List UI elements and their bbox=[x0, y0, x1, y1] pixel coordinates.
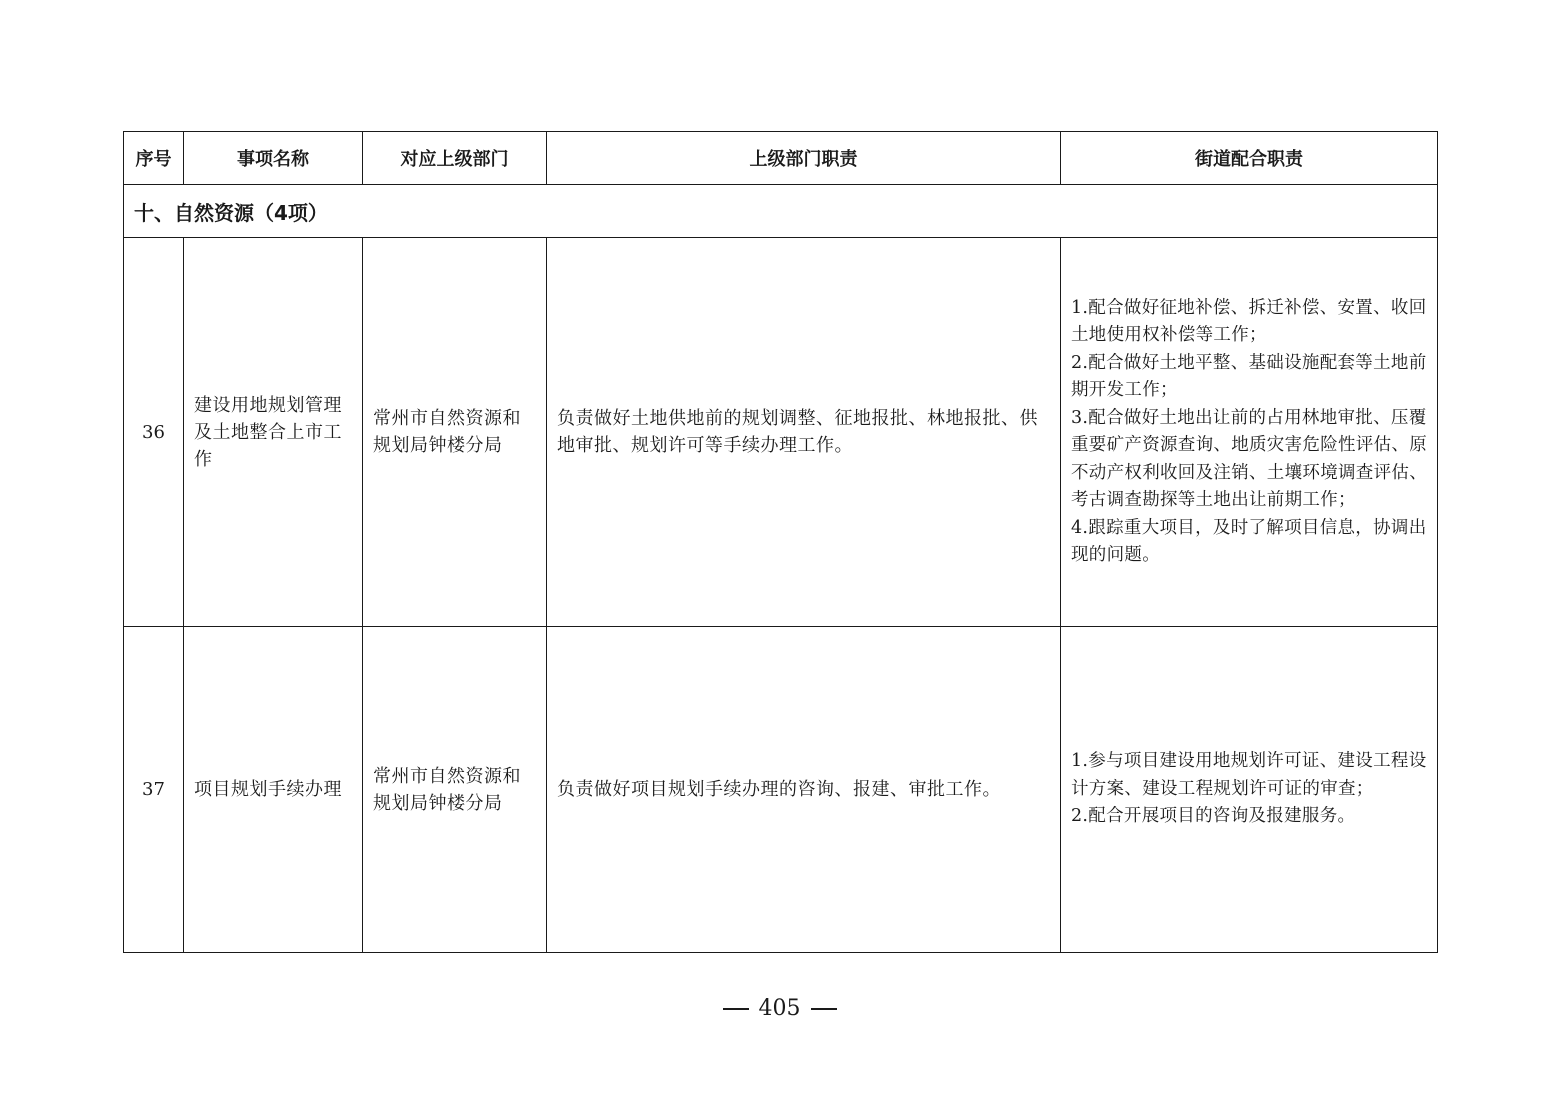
superior-duty: 负责做好土地供地前的规划调整、征地报批、林地报批、供地审批、规划许可等手续办理工作。 bbox=[547, 238, 1061, 627]
coop-duty-item: 1.参与项目建设用地规划许可证、建设工程设计方案、建设工程规划许可证的审查； bbox=[1071, 751, 1427, 799]
superior-duty: 负责做好项目规划手续办理的咨询、报建、审批工作。 bbox=[547, 627, 1061, 953]
coop-duty-item: 2.配合开展项目的咨询及报建服务。 bbox=[1071, 806, 1356, 827]
footer-dash-right bbox=[811, 1008, 837, 1010]
section-title: 十、自然资源（4项） bbox=[124, 185, 1438, 238]
coop-duty-item: 2.配合做好土地平整、基础设施配套等土地前期开发工作； bbox=[1071, 352, 1427, 400]
header-item-name: 事项名称 bbox=[184, 132, 363, 185]
table-header-row bbox=[124, 132, 1438, 185]
header-superior-duty: 上级部门职责 bbox=[547, 132, 1061, 185]
header-no: 序号 bbox=[124, 132, 184, 185]
coop-duty-item: 4.跟踪重大项目，及时了解项目信息，协调出现的问题。 bbox=[1071, 517, 1427, 565]
street-coop-duty bbox=[1061, 627, 1438, 953]
row-number: 37 bbox=[124, 627, 184, 953]
page-number: 405 bbox=[758, 996, 801, 1021]
responsibility-table bbox=[123, 131, 1438, 953]
superior-dept: 常州市自然资源和规划局钟楼分局 bbox=[363, 627, 547, 953]
coop-duty-item: 1.配合做好征地补偿、拆迁补偿、安置、收回土地使用权补偿等工作； bbox=[1071, 297, 1427, 345]
table-row bbox=[124, 627, 1438, 953]
street-coop-duty bbox=[1061, 238, 1438, 627]
coop-duty-item: 3.配合做好土地出让前的占用林地审批、压覆重要矿产资源查询、地质灾害危险性评估、原不动产权利收回及注销、土壤环境调查评估、考古调查勘探等土地出让前期工作； bbox=[1071, 407, 1427, 510]
header-superior-dept: 对应上级部门 bbox=[363, 132, 547, 185]
item-name: 项目规划手续办理 bbox=[184, 627, 363, 953]
item-name: 建设用地规划管理及土地整合上市工作 bbox=[184, 238, 363, 627]
row-number: 36 bbox=[124, 238, 184, 627]
section-row bbox=[124, 185, 1438, 238]
footer-dash-left bbox=[723, 1008, 749, 1010]
superior-dept: 常州市自然资源和规划局钟楼分局 bbox=[363, 238, 547, 627]
table-row bbox=[124, 238, 1438, 627]
header-street-coop-duty: 街道配合职责 bbox=[1061, 132, 1438, 185]
page-footer bbox=[0, 996, 1559, 1021]
